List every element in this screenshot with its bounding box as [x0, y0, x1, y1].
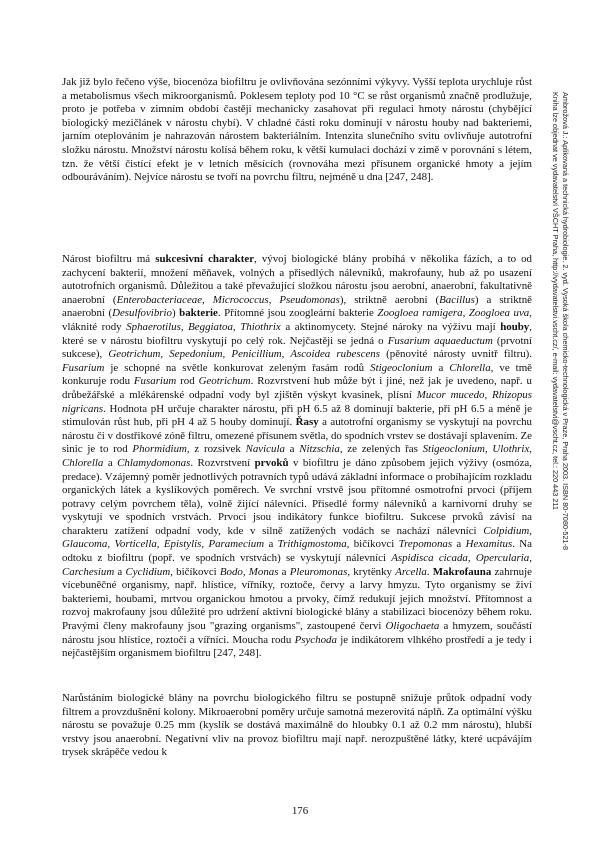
text-run: Narůstáním biologické blány na povrchu biologického filtru se postupně snižuje průtok odpadní vody filtrem a provzdušnění kolony. Mikroaerobní poměry určuje samotná mezerovitá náplň. Za optimální výšku nárostu se považuje 0.25 mm (kyslík se dostává maximálně do hloubky 0.1 až 0.2 mm nárostu), hlubší vrstvy jsou anaerobní. Negativní vliv na provoz biofiltru mají např. nerozpuštěné látky, které ucpávájím trysek skrápěče vedou k	[62, 692, 532, 759]
page-number: 176	[291, 805, 309, 817]
paragraph-text	[62, 692, 532, 760]
text-run: . Na odtoku z biofiltru (popř. ve spodních vrstvách) se vyskytují nálevníci	[62, 538, 532, 565]
italic-taxon: Cyclidium,	[125, 565, 173, 578]
italic-taxon: Psychoda	[294, 633, 337, 646]
italic-taxon: Oligochaeta	[385, 620, 440, 633]
text-run: rod	[176, 375, 199, 388]
italic-taxon: Colpidium, Glaucoma, Vorticella, Epistylis, Paramecium	[62, 524, 532, 551]
text-run: . Přítomné jsou zoogleární bakterie	[217, 307, 378, 320]
text-run: (pěnovité nárosty uvnitř filtru).	[379, 348, 532, 361]
text-run: Nárost biofiltru má	[62, 253, 156, 265]
italic-taxon: Geotrichum	[198, 375, 251, 388]
text-run: , ve tmě konkuruje rodu	[62, 361, 533, 388]
text-run: bičíkovci	[349, 538, 399, 551]
italic-taxon: Arcella	[395, 565, 427, 578]
text-run: a	[284, 443, 300, 456]
text-run: a aktinomycety. Stejné nároky na výživu mají	[280, 320, 501, 333]
italic-taxon: Phormidium	[132, 443, 187, 456]
text-run: , vývoj biologické blány probíhá v několika fázích, a to od zachycení bakterií, množení měňavek, volných a přisedlých nálevníků, makrofauny, hub až po usazení autotrofních organismů. Důležitou a také převažující složkou nárostu jsou aerobní, anaerobní, fakultativně anaerobní (	[62, 253, 533, 306]
paragraph-film-growth	[62, 692, 532, 760]
text-run: , vláknité rody	[62, 307, 532, 333]
italic-taxon: Fusarium	[133, 375, 177, 388]
text-run: , které se v nárostu biofiltru vyskytují po celý rok. Nejčastěji se jedná o	[62, 320, 532, 347]
text-run: (prvotní sukcese),	[62, 334, 532, 361]
italic-taxon: Bacillus	[439, 293, 475, 306]
italic-taxon: Stigeoclonium, Ulothrix, Chlorella	[62, 443, 532, 469]
text-run: ), striktně aerobní (	[339, 293, 440, 306]
bold-term: bakterie	[179, 307, 218, 320]
margin-citation: Ambrožová J.: Aplikovaná a technická hydrobiologie. 2. vyd. Vysoká škola chemicko-technologická v Praze, Praha 2003. ISBN 80-7080-521-8	[561, 92, 570, 551]
paragraph-text	[62, 253, 532, 661]
text-run: bičíkovci	[172, 565, 220, 578]
text-run: a autotrofní organismy se vyskytují na povrchu nárostu či v dostřikové zóně filtru, omezené přísunem světla, do spodních vrstev se dostávají splavením. Ze sinic je to rod	[62, 416, 532, 456]
text-run: , ze zelených řas	[339, 443, 423, 456]
text-run: a	[103, 456, 118, 469]
italic-taxon: Chlorella	[449, 361, 491, 374]
text-run: a	[432, 361, 450, 374]
bold-term: prvoků	[254, 456, 289, 469]
italic-taxon: Chlamydomonas	[117, 456, 191, 469]
italic-taxon: Aspidisca cicada, Opercularia, Carchesium	[62, 552, 532, 578]
text-run: . Hodnota pH určuje charakter nárostu, při pH 6.5 až 8 dominují bakterie, při pH 6.5 a méně je stimulován růst hub, při pH 4 až 5 houby dominují.	[62, 402, 532, 429]
bold-term: Makrofauna	[432, 565, 492, 578]
paragraph-text	[62, 76, 532, 185]
text-run: ) a striktně anaerobní (	[62, 293, 532, 320]
italic-taxon: Trepomonas	[398, 538, 453, 551]
paragraph-seasonal-variation	[62, 76, 532, 185]
bold-term: houby	[500, 320, 530, 333]
text-run: zahrnuje vícebuněčné organismy, např. hlístice, vířníky, roztoče, červy a larvy hmyzu. Tyto organismy se živí bakteriemi, houbami, mrtvou organickou hmotou a prvoky, čímž redukují jejich množství. Přítomnost a rozvoj makrofauny jsou důležité pro udržení aktivní biologické blány a stabilizaci biocenózy během roku. Pravými členy makrofauny jsou "grazing organisms", zastoupené červi	[62, 565, 532, 633]
italic-taxon: Nitzschia	[299, 443, 340, 456]
text-run: a	[278, 565, 290, 578]
text-run: )	[172, 307, 180, 320]
bold-term: Řasy	[295, 416, 319, 429]
text-run: . Rozvrstvení	[190, 456, 255, 469]
text-run: je schopné na světle konkurovat zeleným řasám rodů	[104, 361, 371, 374]
italic-taxon: Fusarium	[62, 361, 105, 374]
italic-taxon: Bodo, Monas	[219, 565, 279, 578]
italic-taxon: Navicula	[245, 443, 285, 456]
italic-taxon: Geotrichum, Sepedonium, Penicillium, Ascoidea rubescens	[108, 348, 380, 361]
italic-taxon: Enterobacteriaceae, Micrococcus, Pseudomonas	[116, 293, 340, 306]
italic-taxon: Trithigmostoma,	[277, 538, 350, 551]
italic-taxon: Pleuromonas,	[289, 565, 351, 578]
italic-taxon: Sphaerotilus, Beggiatoa, Thiothrix	[126, 320, 281, 333]
text-run: a	[452, 538, 466, 551]
text-run: a	[114, 565, 126, 578]
text-run: Jak již bylo řečeno výše, biocenóza biofiltru je ovlivňována sezónními výkyvy. Vyšší teplota urychluje růst a metabolismus všech mikroorganismů. Poklesem teploty pod 10 °C se růst organismů značně prodlužuje, proto je potřeba v zimním období častěji mechanicky zasahovat při regulaci hmoty nárostu (chybějící biologický mezičlánek v nárostu chybí). V chladné části roku dominují v nárostu houby nad bakteriemi, jarním oteplováním je nahrazován nárostem bakteriálním. Intenzita slunečního svitu ovlivňuje autotrofní složku nárostu. Množství nárostu kolísá během roku, k větší kumulaci dochází v zimě v porovnání s létem, tzn. že větší čistící efekt je v letních měsících (rovnováha mezi přísunem organické hmoty a jejím odbouráváním). Nejvíce nárostu se tvoří na povrchu filtru, nejméně u dna [247, 248].	[62, 76, 532, 184]
text-run: , z rozsivek	[186, 443, 246, 456]
italic-taxon: Mucor mucedo, Rhizopus nigricans	[62, 388, 532, 415]
italic-taxon: Zoogloea ramigera, Zoogloea uva	[377, 307, 530, 320]
text-run: v biofiltru je dáno způsobem jejich výživy (osmóza, predace). Vzájemný poměr jednotlivých potravních typů udává základní informace o probíhajícím rozkladu organických látek a kyslíkových poměrech. Ve svrchní vrstvě jsou přítomné osmotrofní prvoci (příjem potravy celým povrchem těla), volně žijící nálevníci. Přisedlé formy nálevníků a karnivorní druhy se vyskytují ve spodních vrstvách. Prvoci jsou indikátory funkce biofiltru. Sukcese prvoků závisí na charakteru zatížení odpadní vody, kde v silně zatížených vodách se nachází nálevníci	[62, 456, 532, 537]
paragraph-succession	[62, 253, 532, 661]
bold-term: sukcesivní charakter	[155, 253, 255, 265]
text-run: a hmyzem, součástí nárostu jsou hlístice, roztoči a vířníci. Moucha rodu	[62, 620, 532, 646]
text-run: . Rozvrstvení hub může být i jiné, než jak je uvedeno, např. u drůbežářské a mlékárenské odpadní vody byl zjištěn výskyt kvasinek, plísní	[62, 375, 532, 401]
text-run: je indikátorem vlhkého prostředí a je tedy i nejčastějším organismem biofiltru [247, 248].	[62, 633, 532, 660]
text-run: krytënky	[350, 565, 396, 578]
text-run: .	[426, 565, 433, 578]
italic-taxon: Fusarium aquaeductum	[387, 334, 493, 347]
text-run: a	[264, 538, 278, 551]
italic-taxon: Stigeoclonium	[370, 361, 433, 374]
italic-taxon: Hexamitus	[465, 538, 513, 551]
margin-order-info: Kniha lze objednat ve vydavatelství VŠCHT Praha, http://vydavatelstvi.vscht.cz/, e-mail: vydavatelstvi@vscht.cz, tel.: 220 443 211	[551, 92, 560, 510]
italic-taxon: Desulfovibrio	[112, 307, 172, 320]
side-margin-note	[548, 92, 574, 612]
